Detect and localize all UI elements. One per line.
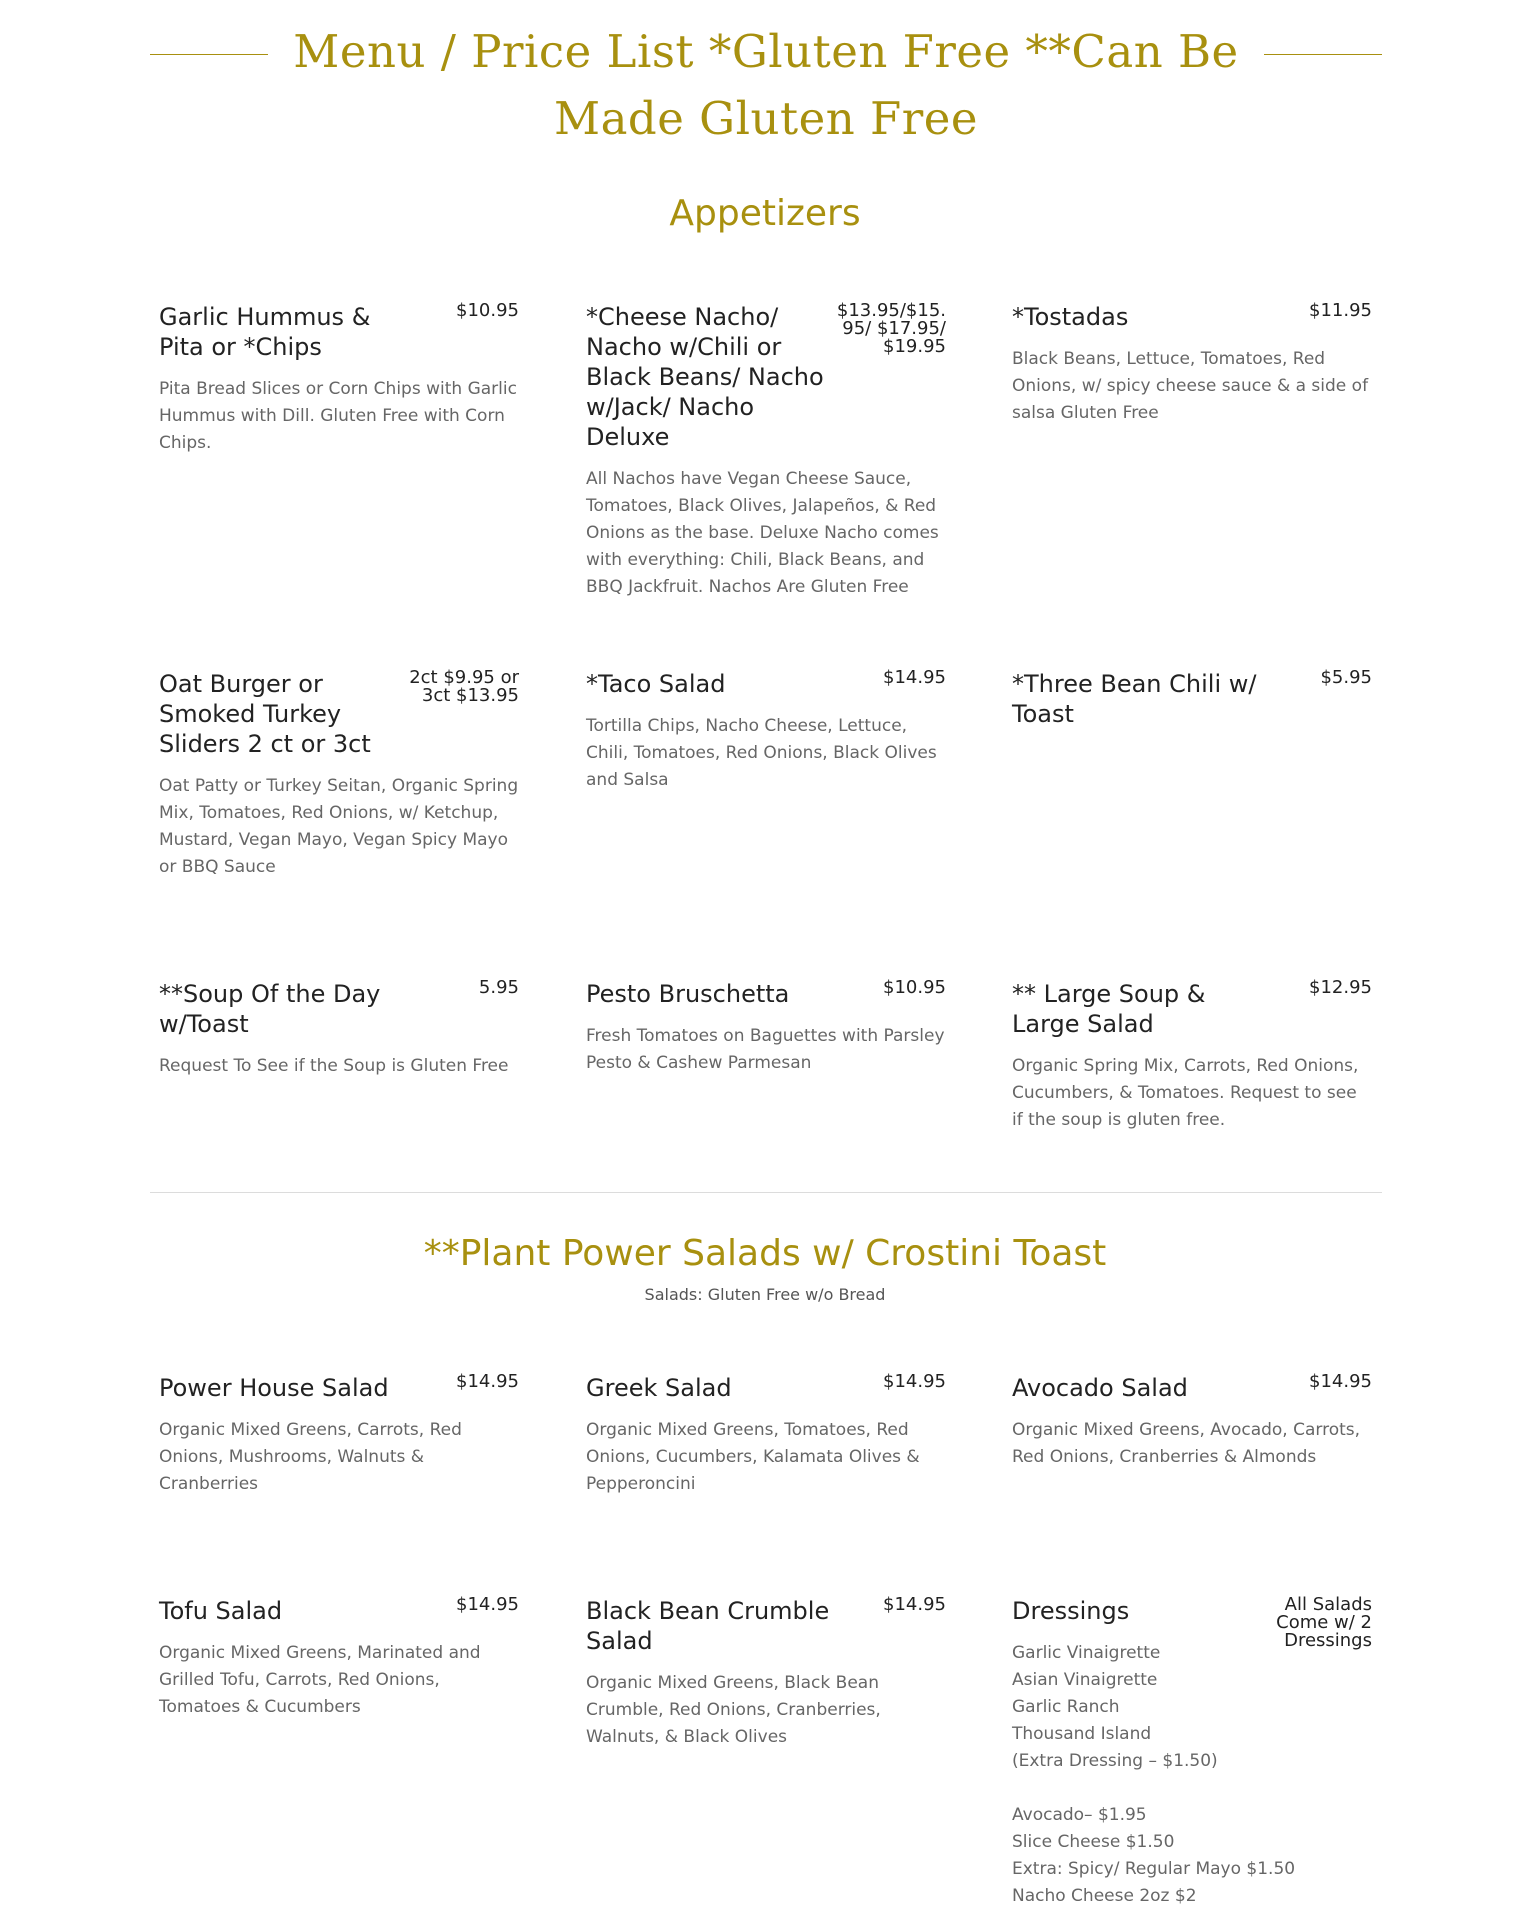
item-name: *Taco Salad — [586, 670, 726, 698]
menu-item — [1012, 979, 1372, 1134]
page-header — [150, 18, 1382, 152]
item-price: $14.95 — [456, 1594, 519, 1615]
item-description: Organic Spring Mix, Carrots, Red Onions, Cucumbers, & Tomatoes. Request to see if the soup is gluten free. — [1012, 1056, 1359, 1130]
menu-item — [586, 1596, 946, 1751]
item-price: 2ct $9.95 or 3ct $13.95 — [409, 667, 519, 706]
menu-item — [586, 979, 946, 1077]
item-description: Oat Patty or Turkey Seitan, Organic Spring Mix, Tomatoes, Red Onions, w/ Ketchup, Mustard, Vegan Mayo, Vegan Spicy Mayo or BBQ Sauce — [159, 776, 519, 877]
menu-item — [159, 1373, 519, 1498]
item-description: Pita Bread Slices or Corn Chips with Garlic Hummus with Dill. Gluten Free with Corn Chips. — [159, 379, 517, 453]
section-divider — [150, 1192, 1382, 1193]
item-description: Organic Mixed Greens, Marinated and Grilled Tofu, Carrots, Red Onions, Tomatoes & Cucumbers — [159, 1643, 481, 1717]
menu-item — [159, 1596, 519, 1721]
item-description: Black Beans, Lettuce, Tomatoes, Red Onions, w/ spicy cheese sauce & a side of salsa Gluten Free — [1012, 349, 1369, 423]
item-name: Garlic Hummus & Pita or *Chips — [159, 303, 371, 361]
item-name: **Soup Of the Day w/Toast — [159, 980, 381, 1038]
item-price: $10.95 — [883, 977, 946, 998]
item-price: All Salads Come w/ 2 Dressings — [1276, 1594, 1372, 1651]
menu-item — [159, 669, 519, 881]
page-title: Menu / Price List *Gluten Free **Can Be Made Gluten Free — [293, 25, 1239, 145]
item-name: Black Bean Crumble Salad — [586, 1597, 830, 1655]
salads-heading: **Plant Power Salads w/ Crostini Toast — [423, 1233, 1107, 1274]
menu-item — [586, 1373, 946, 1498]
title-rule-left — [150, 54, 268, 55]
item-price: $5.95 — [1320, 667, 1372, 688]
menu-item — [159, 979, 519, 1080]
item-description: Organic Mixed Greens, Black Bean Crumble, Red Onions, Cranberries, Walnuts, & Black Olives — [586, 1673, 881, 1747]
item-price: $11.95 — [1309, 300, 1372, 321]
menu-item — [159, 302, 519, 457]
title-rule-right — [1264, 54, 1382, 55]
menu-item — [586, 302, 946, 601]
item-description: All Nachos have Vegan Cheese Sauce, Tomatoes, Black Olives, Jalapeños, & Red Onions as the base. Deluxe Nacho comes with everything: Chili, Black Beans, and BBQ Jackfruit. Nachos Are Gluten Free — [586, 469, 939, 597]
item-description: Fresh Tomatoes on Baguettes with Parsley Pesto & Cashew Parmesan — [586, 1026, 945, 1073]
appetizers-heading: Appetizers — [669, 193, 861, 234]
item-name: Pesto Bruschetta — [586, 980, 790, 1008]
item-description: Tortilla Chips, Nacho Cheese, Lettuce, Chili, Tomatoes, Red Onions, Black Olives and Salsa — [586, 716, 937, 790]
item-price: $13.95/$15.95/ $17.95/$19.95 — [836, 300, 946, 357]
item-name: Tofu Salad — [159, 1597, 283, 1625]
item-name: *Cheese Nacho/ Nacho w/Chili or Black Beans/ Nacho w/Jack/ Nacho Deluxe — [586, 303, 824, 451]
item-price: $12.95 — [1309, 977, 1372, 998]
item-price: $14.95 — [883, 1594, 946, 1615]
item-price: 5.95 — [478, 977, 519, 998]
salads-subheading: Salads: Gluten Free w/o Bread — [644, 1285, 886, 1304]
item-description: Garlic Vinaigrette Asian Vinaigrette Garlic Ranch Thousand Island (Extra Dressing – $1.50) Avocado– $1.95 Slice Cheese $1.50 Extra: Spicy/ Regular Mayo $1.50 Nacho Cheese 2oz $2 — [1012, 1643, 1296, 1906]
item-description: Organic Mixed Greens, Carrots, Red Onions, Mushrooms, Walnuts & Cranberries — [159, 1420, 462, 1494]
item-description: Organic Mixed Greens, Tomatoes, Red Onions, Cucumbers, Kalamata Olives & Pepperoncini — [586, 1420, 920, 1494]
item-name: Greek Salad — [586, 1374, 732, 1402]
item-name: Oat Burger or Smoked Turkey Sliders 2 ct or 3ct — [159, 670, 371, 758]
item-price: $14.95 — [883, 667, 946, 688]
menu-item — [1012, 1373, 1372, 1471]
item-name: Avocado Salad — [1012, 1374, 1188, 1402]
item-name: Dressings — [1012, 1597, 1130, 1625]
item-description: Request To See if the Soup is Gluten Free — [159, 1056, 509, 1076]
item-price: $14.95 — [1309, 1371, 1372, 1392]
menu-item — [1012, 302, 1372, 427]
item-price: $14.95 — [456, 1371, 519, 1392]
item-price: $14.95 — [883, 1371, 946, 1392]
menu-item — [586, 669, 946, 794]
item-description: Organic Mixed Greens, Avocado, Carrots, Red Onions, Cranberries & Almonds — [1012, 1420, 1361, 1467]
item-name: *Three Bean Chili w/ Toast — [1012, 670, 1257, 728]
item-name: ** Large Soup & Large Salad — [1012, 980, 1206, 1038]
item-name: *Tostadas — [1012, 303, 1129, 331]
item-price: $10.95 — [456, 300, 519, 321]
item-name: Power House Salad — [159, 1374, 389, 1402]
menu-item-dressings — [1012, 1596, 1372, 1910]
menu-item — [1012, 669, 1372, 743]
